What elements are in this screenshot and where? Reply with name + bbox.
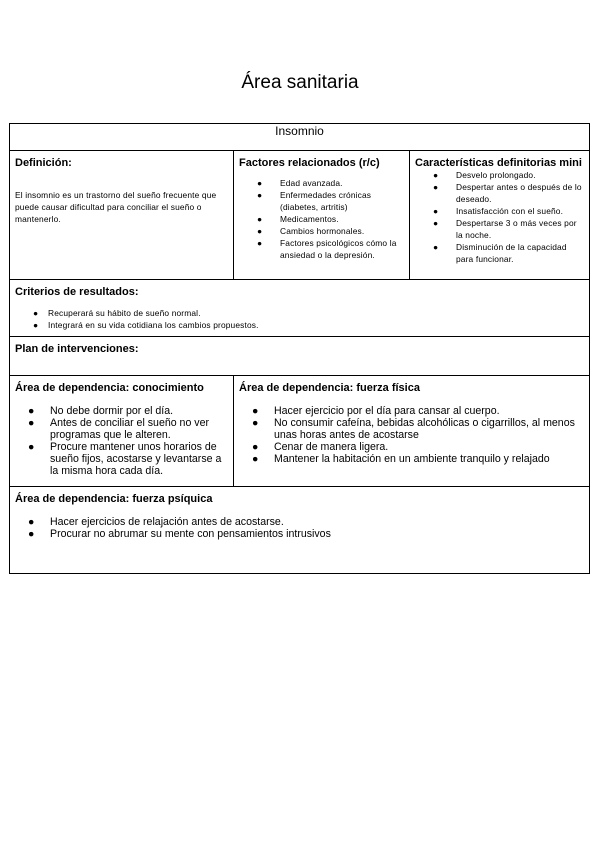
list-item-text: Antes de conciliar el sueño no ver programas que le alteren. (50, 417, 209, 441)
criterios-row (10, 280, 590, 337)
list-item-text: Cenar de manera ligera. (274, 441, 389, 453)
diagnosis-title: Insomnio (10, 124, 590, 151)
fuerza-psiquica-list (15, 516, 584, 540)
definicion-text: El insomnio es un trastorno del sueño frecuente que puede causar dificultad para conciliar el sueño o mantenerlo. (15, 190, 217, 224)
list-item (239, 213, 404, 225)
bullet-icon: ● (433, 242, 439, 252)
list-item-text: Factores psicológicos cómo la ansiedad o la depresión. (280, 238, 397, 260)
fuerza-fisica-list (239, 405, 584, 465)
fuerza-psiquica-heading: Área de dependencia: fuerza psíquica (15, 493, 213, 505)
list-item-text: Hacer ejercicio por el día para cansar al cuerpo. (274, 405, 500, 417)
list-item (415, 241, 584, 265)
list-item-text: Insatisfacción con el sueño. (456, 206, 564, 216)
list-item (415, 169, 584, 181)
list-item (15, 441, 228, 477)
list-item-text: Disminución de la capacidad para funcionar. (456, 242, 567, 264)
factores-list (239, 177, 404, 261)
fuerza-fisica-cell (234, 376, 590, 487)
caracteristicas-heading: Características definitorias mini (415, 157, 582, 169)
list-item (239, 417, 584, 441)
list-item (239, 441, 584, 453)
plan-cell (10, 337, 590, 376)
definition-row (10, 151, 590, 280)
definicion-cell (10, 151, 234, 280)
table-header-row (10, 124, 590, 151)
list-item (415, 181, 584, 205)
list-item (239, 177, 404, 189)
list-item-text: Despertar antes o después de lo deseado. (456, 182, 582, 204)
fuerza-psiquica-cell (10, 487, 590, 574)
conocimiento-list (15, 405, 228, 477)
list-item (15, 516, 584, 528)
caracteristicas-list (415, 169, 584, 265)
list-item (415, 217, 584, 241)
bullet-icon: ● (252, 405, 259, 417)
list-item-text: No consumir cafeína, bebidas alcohólicas o cigarrillos, al menos unas horas antes de acostarse (274, 417, 575, 441)
list-item (239, 405, 584, 417)
definicion-heading: Definición: (15, 157, 72, 169)
conocimiento-heading: Área de dependencia: conocimiento (15, 382, 204, 394)
list-item (15, 417, 228, 441)
conocimiento-cell (10, 376, 234, 487)
bullet-icon: ● (433, 218, 439, 228)
list-item (15, 307, 584, 319)
criterios-cell (10, 280, 590, 337)
list-item-text: Despertarse 3 o más veces por la noche. (456, 218, 577, 240)
bullet-icon: ● (28, 516, 35, 528)
list-item-text: Integrará en su vida cotidiana los cambios propuestos. (48, 320, 259, 330)
care-plan-table (9, 123, 590, 574)
plan-heading: Plan de intervenciones: (15, 343, 139, 355)
bullet-icon: ● (433, 182, 439, 192)
list-item (415, 205, 584, 217)
bullet-icon: ● (33, 308, 39, 318)
bullet-icon: ● (28, 405, 35, 417)
bullet-icon: ● (28, 528, 35, 540)
list-item (239, 189, 404, 213)
bullet-icon: ● (257, 214, 263, 224)
bullet-icon: ● (257, 226, 263, 236)
fuerza-fisica-heading: Área de dependencia: fuerza física (239, 382, 420, 394)
list-item-text: Medicamentos. (280, 214, 339, 224)
bullet-icon: ● (257, 238, 263, 248)
list-item-text: Recuperará su hábito de sueño normal. (48, 308, 201, 318)
list-item-text: Hacer ejercicios de relajación antes de acostarse. (50, 516, 284, 528)
list-item-text: Edad avanzada. (280, 178, 343, 188)
list-item (15, 319, 584, 331)
plan-row (10, 337, 590, 376)
criterios-list (15, 307, 584, 331)
bullet-icon: ● (28, 417, 35, 429)
bullet-icon: ● (433, 206, 439, 216)
bullet-icon: ● (257, 190, 263, 200)
page-title: Área sanitaria (241, 72, 359, 93)
list-item (239, 453, 584, 465)
factores-cell (234, 151, 410, 280)
bullet-icon: ● (33, 320, 39, 330)
psiquica-row (10, 487, 590, 574)
bullet-icon: ● (252, 453, 259, 465)
list-item-text: Desvelo prolongado. (456, 170, 536, 180)
bullet-icon: ● (252, 417, 259, 429)
criterios-heading: Criterios de resultados: (15, 286, 139, 298)
list-item (15, 405, 228, 417)
list-item-text: Enfermedades crónicas (diabetes, artritis) (280, 190, 372, 212)
list-item-text: Procure mantener unos horarios de sueño fijos, acostarse y levantarse a la misma hora cada día. (50, 441, 222, 477)
caracteristicas-cell (410, 151, 590, 280)
factores-heading: Factores relacionados (r/c) (239, 157, 380, 169)
bullet-icon: ● (252, 441, 259, 453)
bullet-icon: ● (433, 170, 439, 180)
bullet-icon: ● (257, 178, 263, 188)
list-item (239, 237, 404, 261)
list-item-text: No debe dormir por el día. (50, 405, 174, 417)
dependencia-row (10, 376, 590, 487)
list-item (239, 225, 404, 237)
list-item-text: Cambios hormonales. (280, 226, 365, 236)
list-item-text: Procurar no abrumar su mente con pensamientos intrusivos (50, 528, 331, 540)
list-item-text: Mantener la habitación en un ambiente tranquilo y relajado (274, 453, 550, 465)
bullet-icon: ● (28, 441, 35, 453)
list-item (15, 528, 584, 540)
